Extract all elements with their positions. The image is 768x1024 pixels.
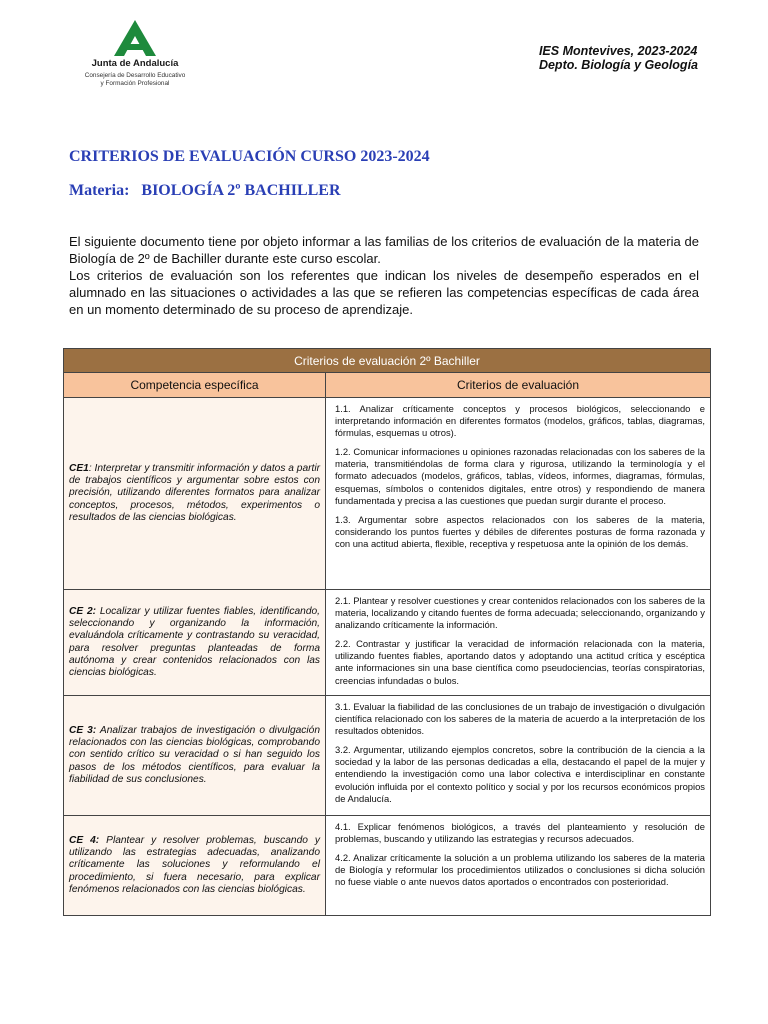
criteria-cell (326, 398, 711, 590)
school-name: IES Montevives, 2023-2024 (538, 44, 698, 58)
criterion: 2.2. Contrastar y justificar la veracidad de información relacionada con la materia, utilizando fuentes fiables, aportando datos y adoptando una actitud crítica y escéptica ante informaciones sin una base científica como pseudociencias, teorías conspiratorias, creencias infundadas o bulos. (335, 638, 705, 686)
department-name: Depto. Biología y Geología (538, 58, 698, 72)
table-row (64, 696, 711, 816)
criteria-table (63, 348, 711, 916)
column-header-criteria: Criterios de evaluación (326, 373, 711, 398)
competence-text: Plantear y resolver problemas, buscando y utilizando las estrategias adecuadas, analizando críticamente las soluciones y reformulando el procedimiento, si fuera necesario, para explicar fenómenos relacionados con las ciencias biológicas. (69, 834, 320, 895)
junta-logo (80, 18, 190, 98)
competence-cell (64, 816, 326, 916)
criterion: 4.2. Analizar críticamente la solución a un problema utilizando los saberes de la materia de Biología y reformular los procedimientos utilizados o conclusiones si dicha solución no fuese viable o ante nuevos datos aportados o encontrados con posterioridad. (335, 852, 705, 888)
criterion: 3.2. Argumentar, utilizando ejemplos concretos, sobre la contribución de la ciencia a la sociedad y la labor de las personas dedicadas a ella, destacando el papel de la mujer y entendiendo la investigación como una labor colectiva e interdisciplinar en constante evolución influida por el contexto político y social y por los recursos económicos propios de Andalucía. (335, 744, 705, 804)
criterion: 3.1. Evaluar la fiabilidad de las conclusiones de un trabajo de investigación o divulgación científica relacionado con los saberes de la materia de acuerdo a la interpretación de los resultados obtenidos. (335, 701, 705, 737)
criteria-cell (326, 590, 711, 696)
table-row (64, 398, 711, 590)
competence-code: CE 4: (69, 834, 100, 846)
intro-paragraph: El siguiente documento tiene por objeto informar a las familias de los criterios de evaluación de la materia de Biología de 2º de Bachiller durante este curso escolar. (69, 234, 699, 266)
intro-paragraph: Los criterios de evaluación son los referentes que indican los niveles de desempeño esperados en el alumnado en las situaciones o actividades a las que se refieren las competencias específicas de cada área en un momento determinado de su proceso de aprendizaje. (69, 268, 699, 317)
criterion: 2.1. Plantear y resolver cuestiones y crear contenidos relacionados con los saberes de la materia, localizando y citando fuentes de forma adecuada; seleccionando, organizando y analizando críticamente la información. (335, 595, 705, 631)
competence-text: Localizar y utilizar fuentes fiables, identificando, seleccionando y organizando la información, evaluándola críticamente y contrastando su veracidad, para resolver preguntas planteadas de forma autónoma y crear contenidos relacionados con las ciencias biológicas. (69, 605, 320, 678)
table-row (64, 816, 711, 916)
competence-cell (64, 696, 326, 816)
column-header-competence: Competencia específica (64, 373, 326, 398)
table-title: Criterios de evaluación 2º Bachiller (64, 349, 711, 373)
competence-cell (64, 398, 326, 590)
competence-text: Analizar trabajos de investigación o divulgación relacionados con las ciencias biológicas, comprobando con sentido crítico su veracidad o si han seguido los pasos de los métodos científicos, para evaluar la fiabilidad de sus conclusiones. (69, 724, 320, 785)
competence-cell (64, 590, 326, 696)
document-title: CRITERIOS DE EVALUACIÓN CURSO 2023-2024 (69, 148, 430, 165)
criterion: 1.2. Comunicar informaciones u opiniones razonadas relacionadas con los saberes de la materia, transmitiéndolas de forma clara y rigurosa, utilizando la terminología y el formato adecuados (modelos, gráficos, tablas, vídeos, informes, diagramas, fórmulas, esquemas, símbolos o contenidos digitales, entre otros) y respondiendo de manera fundamentada y precisa a las cuestiones que puedan surgir durante el proceso. (335, 446, 705, 506)
competence-text: : Interpretar y transmitir información y datos a partir de trabajos científicos y argumentar sobre estos con precisión, utilizando diferentes formatos para analizar conceptos, procesos, métodos, experimentos o resultados de las ciencias biológicas. (69, 462, 320, 523)
header-info (539, 44, 698, 72)
logo-name: Junta de Andalucía (91, 58, 179, 69)
criterion: 4.1. Explicar fenómenos biológicos, a través del planteamiento y resolución de problemas, buscando y utilizando las estrategias y recursos adecuados. (335, 821, 705, 845)
intro-text (69, 233, 699, 318)
criteria-cell (326, 816, 711, 916)
table-row (64, 590, 711, 696)
competence-code: CE1 (69, 462, 89, 474)
criteria-cell (326, 696, 711, 816)
junta-andalucia-emblem-icon (108, 18, 162, 58)
competence-code: CE 3: (69, 724, 97, 736)
competence-code: CE 2: (69, 605, 97, 617)
criterion: 1.3. Argumentar sobre aspectos relacionados con los saberes de la materia, considerando los puntos fuertes y débiles de diferentes posturas de forma razonada y con una actitud abierta, flexible, receptiva y respetuosa ante la opinión de los demás. (335, 513, 705, 549)
criterion: 1.1. Analizar críticamente conceptos y procesos biológicos, seleccionando e interpretando información en diferentes formatos (modelos, gráficos, tablas, diagramas, fórmulas, esquemas u otros). (335, 403, 705, 439)
logo-subtitle: Consejería de Desarrollo Educativo y Formación Profesional (84, 72, 186, 87)
subject-line: Materia: BIOLOGÍA 2º BACHILLER (69, 182, 341, 199)
